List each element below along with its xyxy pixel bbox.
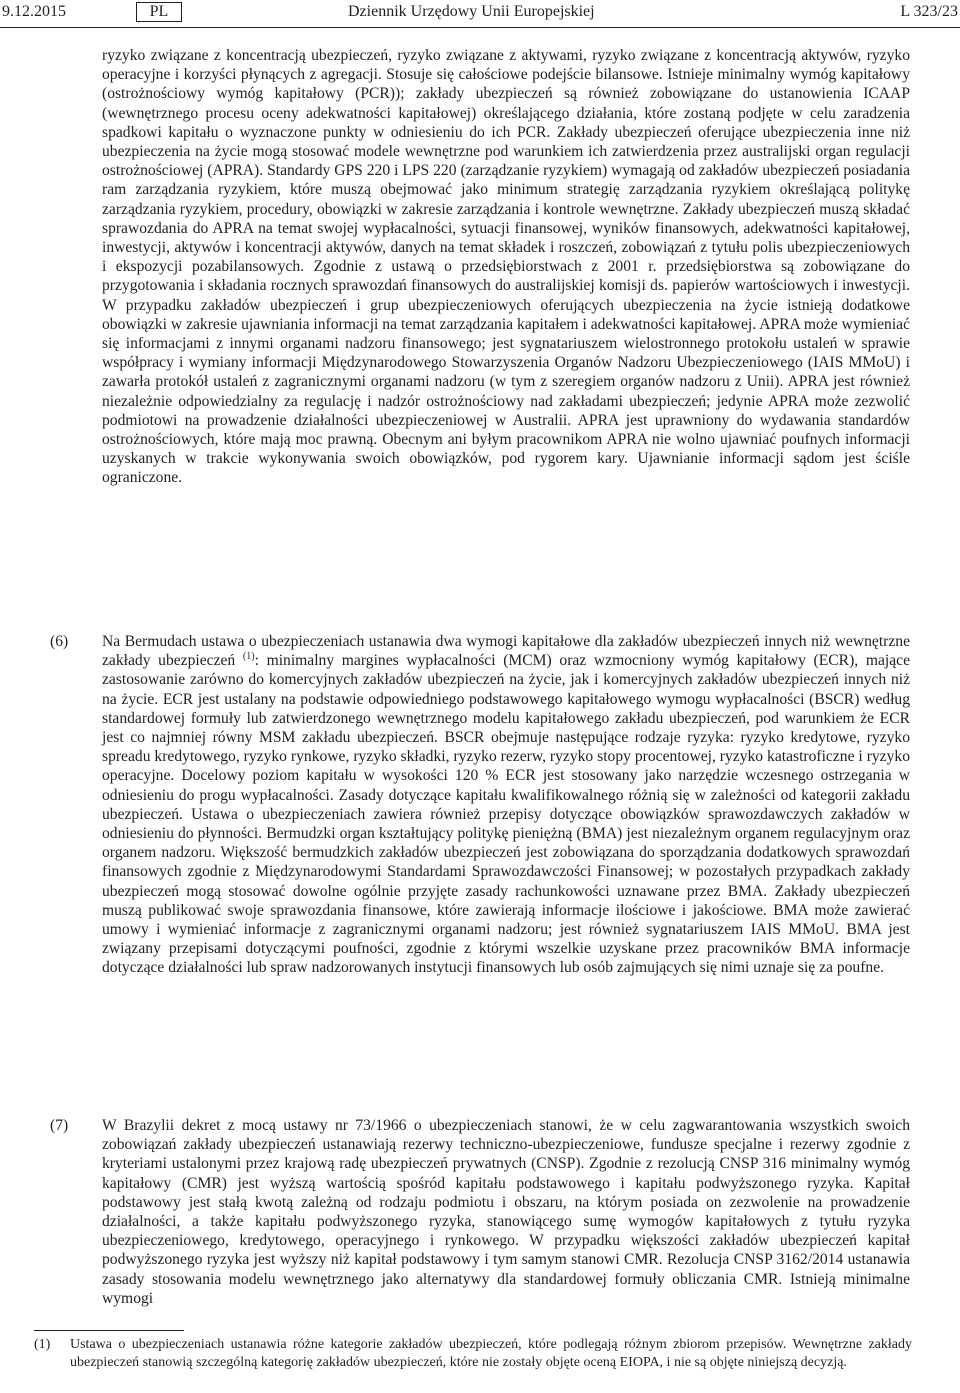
header-rule (0, 27, 960, 28)
recital-number: (7) (50, 1117, 69, 1134)
publication-date: 9.12.2015 (2, 3, 66, 20)
continuation-paragraph: ryzyko związane z koncentracją ubezpieczeń, ryzyko związane z aktywami, ryzyko związane z koncentracją aktywów, ryzyko operacyjne i korzyści płynących z agregacji. Stosuje się całościowe podejście bilansowe. Istnieje minimalny wymóg kapitałowy (ostrożnościowy wymóg kapitałowy (PCR)); zakłady ubezpieczeń są również zobowiązane do ustanowienia ICAAP (wewnętrznego procesu oceny adekwatności kapitałowej) określającego działania, które zostaną podjęte w celu zaradzenia spadkowi kapitału o wyznaczone punkty w odniesieniu do ich PCR. Zakłady ubezpieczeń oferujące ubezpieczenia inne niż ubezpieczenia na życie mogą stosować modele wewnętrzne pod warunkiem ich zatwierdzenia przez australijski organ regulacji ostrożnościowej (APRA). Standardy GPS 220 i LPS 220 (zarządzanie ryzykiem) wymagają od zakładów ubezpieczeń posiadania ram zarządzania ryzykiem, które muszą obejmować jako minimum strategię zarządzania ryzykiem określającą politykę zarządzania ryzykiem, procedury, obowiązki w zakresie zarządzania i kontrole wewnętrzne. Zakłady ubezpieczeń muszą składać sprawozdania do APRA na temat swojej wypłacalności, sytuacji finansowej, wyników finansowych, adekwatności kapitałowej, inwestycji, aktywów i koncentracji aktywów, danych na temat składek i roszczeń, zobowiązań z tytułu polis ubezpieczeniowych i ekspozycji pozabilansowych. Zgodnie z ustawą o przedsiębiorstwach z 2001 r. przedsiębiorstwa są zobowiązane do przygotowania i składania rocznych sprawozdań finansowych do australijskiej komisji ds. papierów wartościowych i inwestycji. W przypadku zakładów ubezpieczeń i grup ubezpieczeniowych oferujących ubezpieczenia na życie istnieją dodatkowe obowiązki w zakresie ujawniania informacji na temat zarządzania kapitałem i adekwatności kapitałowej. APRA może wymieniać się informacjami z innymi organami nadzoru finansowego; jest sygnatariuszem wielostronnego protokołu ustaleń w sprawie współpracy i wymiany informacji Międzynarodowego Stowarzyszenia Organów Nadzoru Ubezpieczeniowego (IAIS MMoU) i zawarła protokół ustaleń z zagranicznymi organami nadzoru (w tym z szeregiem organów nadzoru z Unii). APRA jest również niezależnie odpowiedzialny za regulację i nadzór ostrożnościowy nad zakładami ubezpieczeń; jedynie APRA może zezwolić podmiotowi na prowadzenie działalności ubezpieczeniowej w Australii. APRA jest uprawniony do wydawania standardów ostrożnościowych, które mają moc prawną. Obecnym ani byłym pracownikom APRA nie wolno ujawniać poufnych informacji uzyskanych w trakcie wykonywania swoich obowiązków, pod rygorem kary. Ujawnianie informacji sądom jest ściśle ograniczone. (102, 47, 910, 487)
recital-7-paragraph: W Brazylii dekret z mocą ustawy nr 73/1966 o ubezpieczeniach stanowi, że w celu zagwarantowania wszystkich swoich zobowiązań zakłady ubezpieczeń ustanawiają rezerwy techniczno-ubezpieczeniowe, fundusze specjalne i rezerwy zgodnie z kryteriami ustalonymi przez krajową radę ubezpieczeń prywatnych (CNSP). Zgodnie z rezolucją CNSP 316 minimalny wymóg kapitałowy (CMR) jest wyższą wartością spośród kapitału podstawowego i kapitału podwyższonego ryzyka. Kapitał podstawowy jest stałą kwotą zależną od rodzaju podmiotu i obszaru, na którym posiada on zezwolenie na prowadzenie działalności, a także kapitału podwyższonego ryzyka, stanowiącego sumę wymogów kapitałowych z tytułu ryzyka ubezpieczeniowego, kredytowego, operacyjnego i rynkowego. W przypadku większości zakładów ubezpieczeń kapitał podwyższonego ryzyka jest wyższy niż kapitał podstawowy i tym samym stanowi CMR. Rezolucja CNSP 3162/2014 ustanawia zasady stosowania modelu wewnętrznego jako alternatywy dla standardowej formuły obliczania CMR. Istnieją minimalne wymogi (102, 1117, 910, 1307)
footnote-text: Ustawa o ubezpieczeniach ustanawia różne kategorie zakładów ubezpieczeń, które podlegają różnym zbiorom przepisów. Wewnętrzne zakłady ubezpieczeń stanowią szczególną kategorię zakładów ubezpieczeń, które nie zostały objęte oceną EIOPA, i nie są objęte niniejszą decyzją. (70, 1337, 912, 1370)
recital-6-text-end: : minimalny margines wypłacalności (MCM) oraz wzmocniony wymóg kapitałowy (ECR), mające zastosowanie zarówno do komercyjnych zakładów ubezpieczeń na życie, jak i komercyjnych zakładów ubezpieczeń innych niż na życie. ECR jest ustalany na podstawie odpowiedniego podstawowego kapitałowego wymogu wypłacalności (BSCR) według standardowej formuły lub zatwierdzonego wewnętrznego modelu kapitałowego zakładu ubezpieczeń, pod warunkiem że ECR jest co najmniej równy MSM zakładu ubezpieczeń. BSCR obejmuje następujące rodzaje ryzyka: ryzyko kredytowe, ryzyko spreadu kredytowego, ryzyko rynkowe, ryzyko składki, ryzyko rezerw, ryzyko stopy procentowej, ryzyko katastroficzne i ryzyko operacyjne. Docelowy poziom kapitału w wysokości 120 % ECR jest stosowany jako narzędzie wczesnego ostrzegania w odniesieniu do progu wypłacalności. Zasady dotyczące kapitału kwalifikowalnego różnią się w zależności od kategorii zakładu ubezpieczeń. Ustawa o ubezpieczeniach zawiera również przepisy dotyczące obowiązków sprawozdawczych zakładów w odniesieniu do płynności. Bermudzki organ kształtujący politykę pieniężną (BMA) jest niezależnym organem regulacyjnym oraz organem nadzoru. Większość bermudzkich zakładów ubezpieczeń jest zobowiązana do sporządzania dodatkowych sprawozdań finansowych zgodnie z Międzynarodowymi Standardami Sprawozdawczości Finansowej; w pozostałych przypadkach zakłady ubezpieczeń mogą stosować dowolne ogólnie przyjęte zasady rachunkowości uznawane przez BMA. Zakłady ubezpieczeń muszą publikować swoje sprawozdania finansowe, które zawierają informacje ilościowe i jakościowe. BMA może zawierać umowy i wymieniać informacje z zagranicznymi organami nadzoru; jest również sygnatariuszem IAIS MMoU. BMA jest związany przepisami dotyczącymi poufności, zgodnie z którymi wszelkie uzyskane przez pracowników BMA informacje dotyczące działalności lub spraw nadzorowanych instytucji finansowych lub osób zajmujących się nimi uznaje się za poufne. (102, 652, 910, 977)
footnote (34, 1336, 912, 1372)
footnote-mark: (1) (34, 1337, 51, 1352)
recital-6-text-start: Na Bermudach ustawa o ubezpieczeniach ustanawia dwa wymogi kapitałowe dla zakładów ubezpieczeń innych niż wewnętrzne zakłady ubezpieczeń (102, 633, 910, 670)
recital-6-paragraph (102, 632, 910, 978)
recital-number: (6) (50, 633, 69, 650)
page-header (0, 0, 960, 28)
footnote-separator (34, 1330, 184, 1331)
footnote-reference[interactable]: (1) (242, 651, 255, 663)
journal-title: Dziennik Urzędowy Unii Europejskiej (348, 3, 595, 20)
page-reference: L 323/23 (900, 3, 958, 20)
language-badge: PL (136, 2, 182, 22)
